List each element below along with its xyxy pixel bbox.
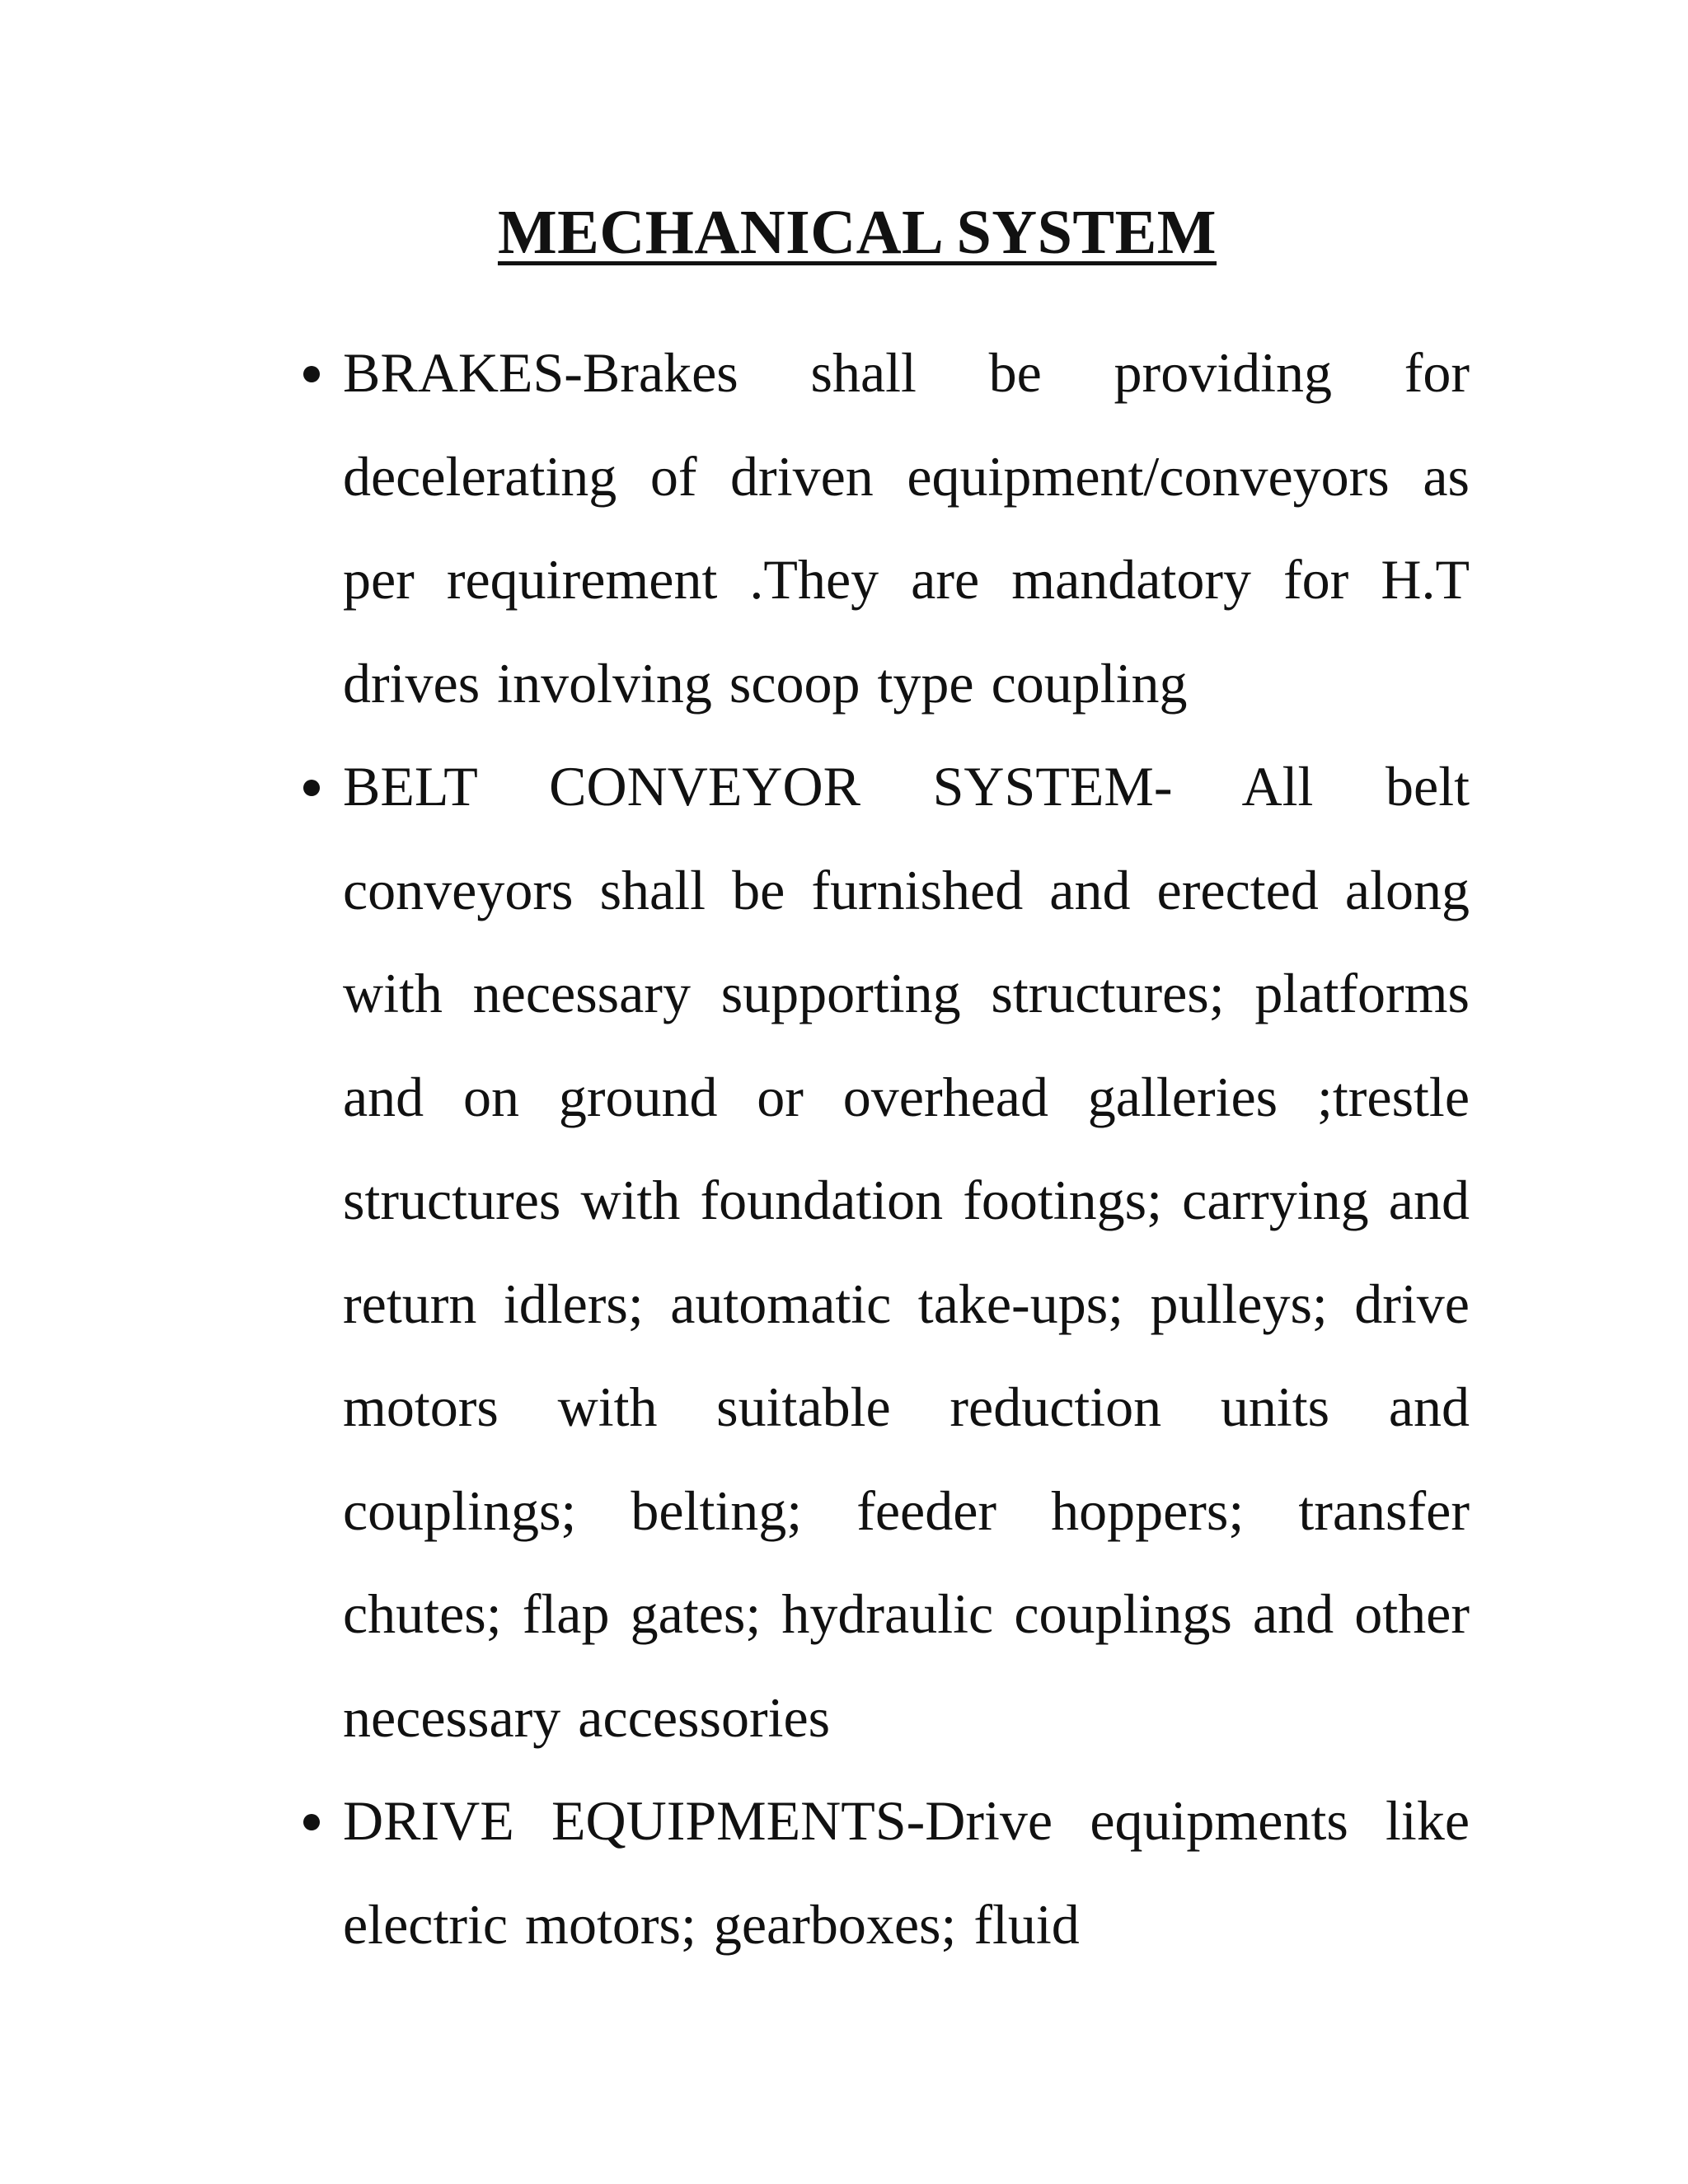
belt-conveyor-paragraph: BELT CONVEYOR SYSTEM- All belt conveyors shall be furnished and erected along with necessary supporting structures; platforms and on ground or overhead galleries ;trestle structures with foundation footings; carrying and return idlers; automatic take-ups; pulleys; drive motors with suitable reduction units and couplings; belting; feeder hoppers; transfer chutes; flap gates; hydraulic couplings and other necessary accessories — [343, 755, 1470, 1749]
bullet-icon — [303, 780, 320, 796]
list-item — [297, 1769, 1470, 1976]
bullet-list — [297, 321, 1470, 1976]
list-item — [297, 321, 1470, 735]
page-title: MECHANICAL SYSTEM — [497, 198, 1217, 267]
bullet-icon — [303, 366, 320, 382]
list-item — [297, 735, 1470, 1769]
brakes-paragraph: BRAKES-Brakes shall be providing for decelerating of driven equipment/conveyors as per requirement .They are mandatory for H.T drives involving scoop type coupling — [343, 341, 1470, 715]
bullet-icon — [303, 1814, 320, 1830]
drive-equipments-paragraph: DRIVE EQUIPMENTS-Drive equipments like electric motors; gearboxes; fluid — [343, 1789, 1470, 1956]
